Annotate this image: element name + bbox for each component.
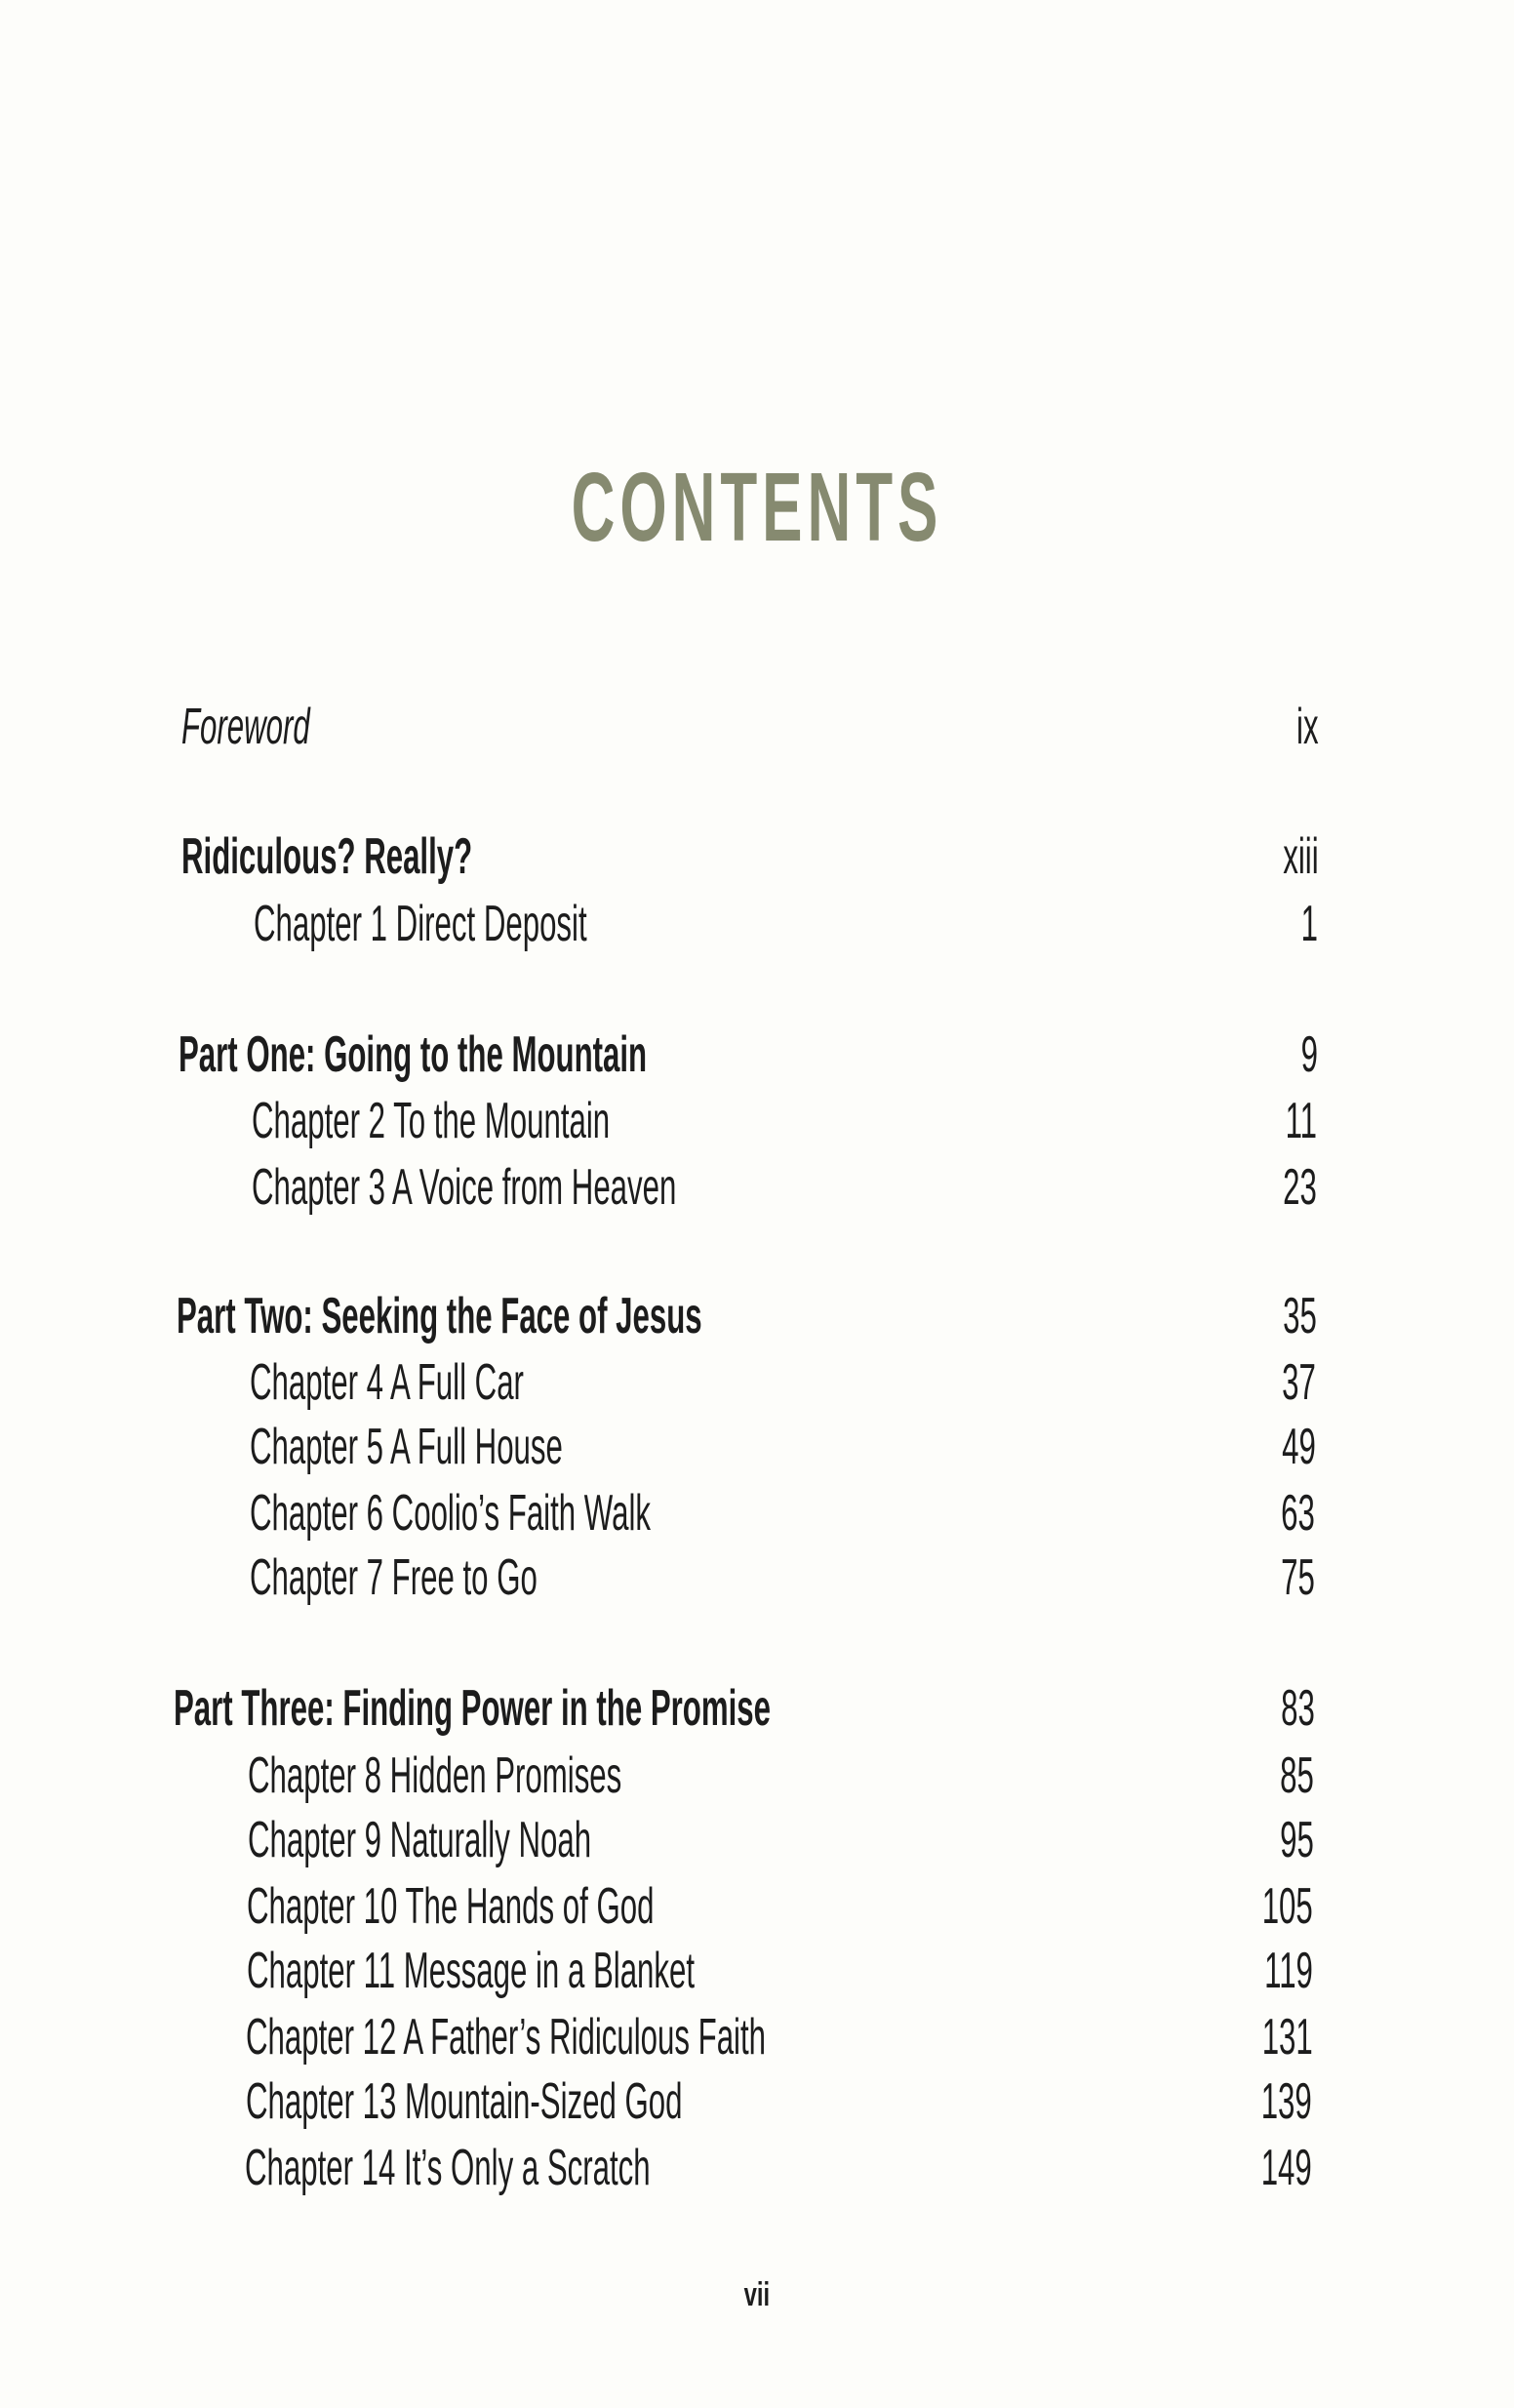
toc-entry-page: 95: [1280, 1812, 1314, 1868]
toc-entry-page: 63: [1281, 1485, 1315, 1542]
toc-entry-page: 131: [1261, 2009, 1313, 2066]
toc-entry-label: Part Two: Seeking the Face of Jesus: [177, 1288, 702, 1344]
toc-entry-label: Chapter 12 A Father’s Ridiculous Faith: [246, 2009, 767, 2066]
toc-entry-label: Chapter 1 Direct Deposit: [254, 896, 587, 952]
page-number-text: vii: [743, 2276, 771, 2313]
toc-entry-page: 75: [1281, 1549, 1315, 1606]
toc-entry-page: 49: [1282, 1419, 1316, 1475]
toc-entry-page: 149: [1260, 2140, 1312, 2196]
page-title-text: CONTENTS: [571, 453, 943, 562]
toc-entry-label: Foreword: [181, 699, 310, 755]
toc-entry-label: Part One: Going to the Mountain: [179, 1026, 648, 1083]
toc-entry-label: Chapter 5 A Full House: [250, 1419, 563, 1475]
toc-entry-page: ix: [1296, 699, 1319, 755]
toc-entry-page: 1: [1300, 896, 1318, 952]
toc-entry-page: 83: [1281, 1680, 1315, 1737]
toc-entry-page: 23: [1283, 1159, 1317, 1216]
toc-entry-page: 105: [1261, 1878, 1313, 1935]
toc-entry-label: Chapter 7 Free to Go: [250, 1549, 538, 1606]
toc-entry-label: Chapter 13 Mountain-Sized God: [246, 2073, 683, 2130]
page-title: [0, 453, 1514, 562]
toc-entry-label: Chapter 10 The Hands of God: [247, 1878, 655, 1935]
toc-entry-label: Chapter 14 It’s Only a Scratch: [245, 2140, 651, 2196]
toc-entry-page: 11: [1285, 1093, 1317, 1149]
toc-entry-page: 119: [1264, 1943, 1313, 1999]
toc-entry-label: Chapter 8 Hidden Promises: [248, 1747, 622, 1804]
page-number: [0, 2278, 1514, 2311]
toc-entry-label: Chapter 4 A Full Car: [250, 1354, 524, 1411]
toc-entry-page: 139: [1260, 2073, 1312, 2130]
toc-entry-label: Chapter 3 A Voice from Heaven: [252, 1159, 677, 1216]
toc-entry-label: Chapter 6 Coolio’s Faith Walk: [250, 1485, 651, 1542]
toc-entry-label: Chapter 11 Message in a Blanket: [247, 1943, 696, 1999]
toc-entry-page: 85: [1280, 1747, 1314, 1804]
toc-entry-page: 37: [1282, 1354, 1316, 1411]
toc-entry-label: Ridiculous? Really?: [181, 828, 473, 885]
toc-entry-label: Chapter 2 To the Mountain: [252, 1093, 611, 1149]
toc-entry-page: 9: [1300, 1026, 1318, 1083]
toc-entry-label: Chapter 9 Naturally Noah: [248, 1812, 592, 1868]
toc-entry-page: 35: [1283, 1288, 1317, 1344]
toc-entry-label: Part Three: Finding Power in the Promise: [174, 1680, 771, 1737]
toc-entry-page: xiii: [1283, 828, 1319, 885]
